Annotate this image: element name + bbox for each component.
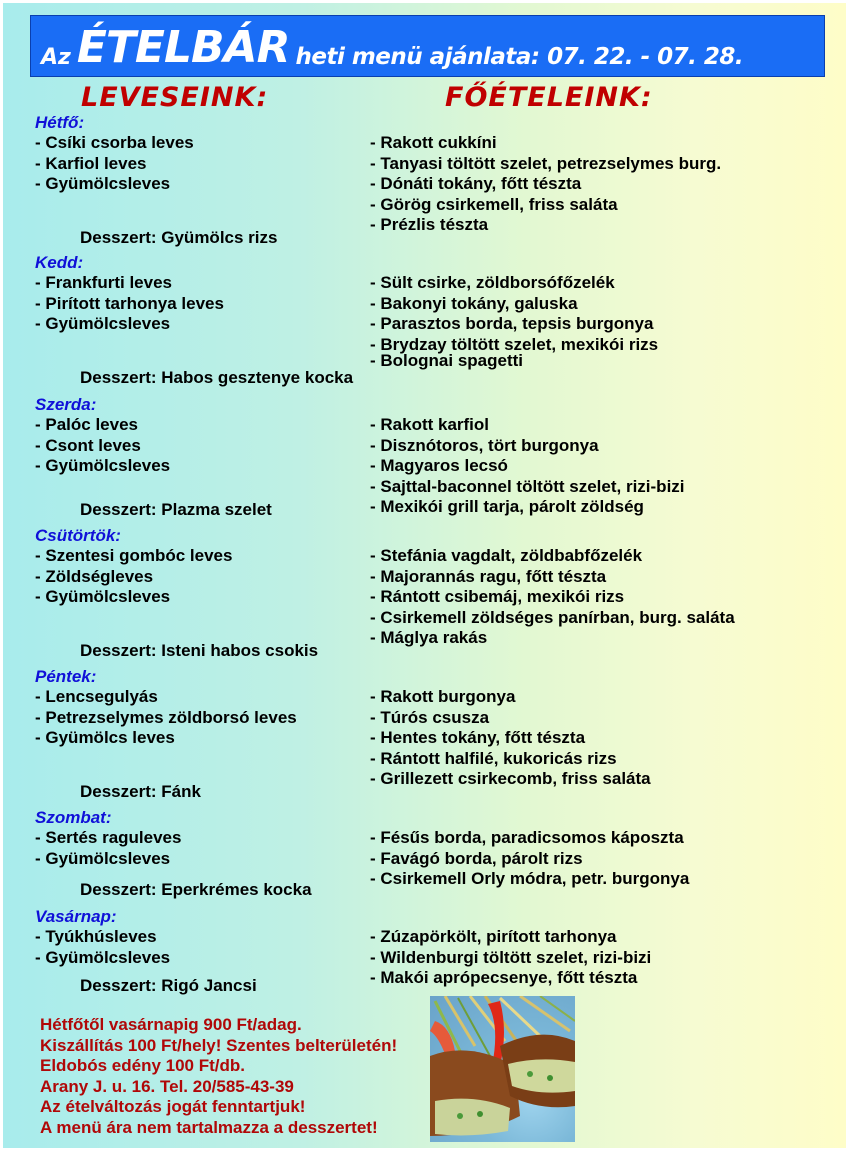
menu-page (3, 3, 846, 1148)
main-dish-item: - Grillezett csirkecomb, friss saláta (370, 769, 651, 788)
footer-line: Eldobós edény 100 Ft/db. (40, 1056, 245, 1075)
main-dish-item: - Stefánia vagdalt, zöldbabfőzelék (370, 546, 643, 565)
dessert-item: Desszert: Rigó Jancsi (80, 976, 257, 995)
day-label: Szombat: (35, 808, 112, 827)
main-dish-item: - Görög csirkemell, friss saláta (370, 194, 618, 214)
dessert-item: Desszert: Plazma szelet (80, 500, 272, 519)
main-dish-item: - Mexikói grill tarja, párolt zöldség (370, 497, 644, 516)
mains-title: FŐÉTELEINK: (445, 82, 653, 113)
brand-title: ÉTELBÁR (76, 22, 290, 73)
main-dish-item: - Disznótoros, tört burgonya (370, 435, 599, 455)
footer-line: Arany J. u. 16. Tel. 20/585-43-39 (40, 1076, 294, 1096)
day-label: Vasárnap: (35, 907, 117, 926)
footer-line: A menü ára nem tartalmazza a desszertet! (40, 1117, 378, 1137)
main-dish-item: - Rakott karfiol (370, 415, 490, 434)
dessert-item: Desszert: Fánk (80, 782, 201, 801)
soup-item: - Gyümölcs leves (35, 728, 175, 747)
soup-item: - Palóc leves (35, 415, 139, 434)
food-illustration (430, 996, 575, 1142)
main-dish-item: - Parasztos borda, tepsis burgonya (370, 314, 654, 333)
soup-item: - Csont leves (35, 435, 141, 455)
cutlet-left-filling (435, 1099, 510, 1136)
footer-line: Az ételváltozás jogát fenntartjuk! (40, 1097, 306, 1116)
main-dish-item: - Rakott cukkíni (370, 133, 497, 152)
main-dish-item: - Fésűs borda, paradicsomos káposzta (370, 828, 684, 847)
main-dish-item: - Sült csirke, zöldborsófőzelék (370, 273, 615, 292)
main-dish-item: - Prézlis tészta (370, 215, 489, 234)
day-label: Hétfő: (35, 113, 85, 132)
main-dish-item: - Tanyasi töltött szelet, petrezselymes burg. (370, 153, 722, 173)
main-dish-item: - Rántott csibemáj, mexikói rizs (370, 587, 625, 606)
main-dish-item: - Bolognai spagetti (370, 351, 523, 370)
main-dish-item: - Dónáti tokány, főtt tészta (370, 174, 582, 193)
food-photo (430, 996, 575, 1142)
main-dish-item: - Makói aprópecsenye, főtt tészta (370, 968, 638, 987)
footer-line: Hétfőtől vasárnapig 900 Ft/adag. (40, 1015, 302, 1034)
header-prefix: Az (41, 45, 71, 70)
main-dish-item: - Zúzapörkölt, pirított tarhonya (370, 927, 617, 946)
soup-item: - Sertés raguleves (35, 828, 182, 847)
header-subtitle: heti menü ajánlata: 07. 22. - 07. 28. (295, 44, 744, 70)
main-dish-item: - Majorannás ragu, főtt tészta (370, 566, 607, 586)
dessert-item: Desszert: Gyümölcs rizs (80, 228, 278, 247)
main-dish-item: - Wildenburgi töltött szelet, rizi-bizi (370, 947, 652, 967)
soup-item: - Pirított tarhonya leves (35, 293, 224, 313)
soup-item: - Gyümölcsleves (35, 848, 171, 868)
soups-title: LEVESEINK: (81, 82, 269, 113)
soup-item: - Gyümölcsleves (35, 456, 171, 475)
main-dish-item: - Magyaros lecsó (370, 456, 508, 475)
day-label: Szerda: (35, 395, 97, 414)
day-label: Csütörtök: (35, 526, 121, 545)
day-label: Kedd: (35, 253, 84, 272)
soup-item: - Csíki csorba leves (35, 133, 194, 152)
soup-item: - Zöldségleves (35, 566, 154, 586)
soup-item: - Tyúkhúsleves (35, 927, 157, 946)
cutlet-right-filling (508, 1059, 575, 1092)
main-dish-item: - Csirkemell Orly módra, petr. burgonya (370, 869, 690, 888)
soup-item: - Frankfurti leves (35, 273, 172, 292)
main-dish-item: - Favágó borda, párolt rizs (370, 848, 583, 868)
main-dish-item: - Bakonyi tokány, galuska (370, 293, 578, 313)
main-dish-item: - Rántott halfilé, kukoricás rizs (370, 748, 617, 768)
soup-item: - Petrezselymes zöldborsó leves (35, 707, 297, 727)
main-dish-item: - Brydzay töltött szelet, mexikói rizs (370, 334, 659, 354)
main-dish-item: - Máglya rakás (370, 628, 488, 647)
main-dish-item: - Hentes tokány, főtt tészta (370, 728, 586, 747)
main-dish-item: - Túrós csusza (370, 707, 490, 727)
day-label: Péntek: (35, 667, 97, 686)
dessert-item: Desszert: Eperkrémes kocka (80, 880, 312, 899)
soup-item: - Gyümölcsleves (35, 174, 171, 193)
main-dish-item: - Sajttal-baconnel töltött szelet, rizi-bizi (370, 476, 685, 496)
dessert-item: Desszert: Habos gesztenye kocka (80, 368, 354, 387)
soup-item: - Szentesi gombóc leves (35, 546, 233, 565)
main-dish-item: - Rakott burgonya (370, 687, 516, 706)
header-banner (30, 15, 825, 77)
soup-item: - Lencsegulyás (35, 687, 158, 706)
main-dish-item: - Csirkemell zöldséges panírban, burg. saláta (370, 607, 735, 627)
soup-item: - Karfiol leves (35, 153, 147, 173)
soup-item: - Gyümölcsleves (35, 587, 171, 606)
dessert-item: Desszert: Isteni habos csokis (80, 641, 319, 660)
footer-line: Kiszállítás 100 Ft/hely! Szentes belterületén! (40, 1035, 398, 1055)
footer-notes (40, 1015, 397, 1138)
soup-item: - Gyümölcsleves (35, 314, 171, 333)
soup-item: - Gyümölcsleves (35, 947, 171, 967)
